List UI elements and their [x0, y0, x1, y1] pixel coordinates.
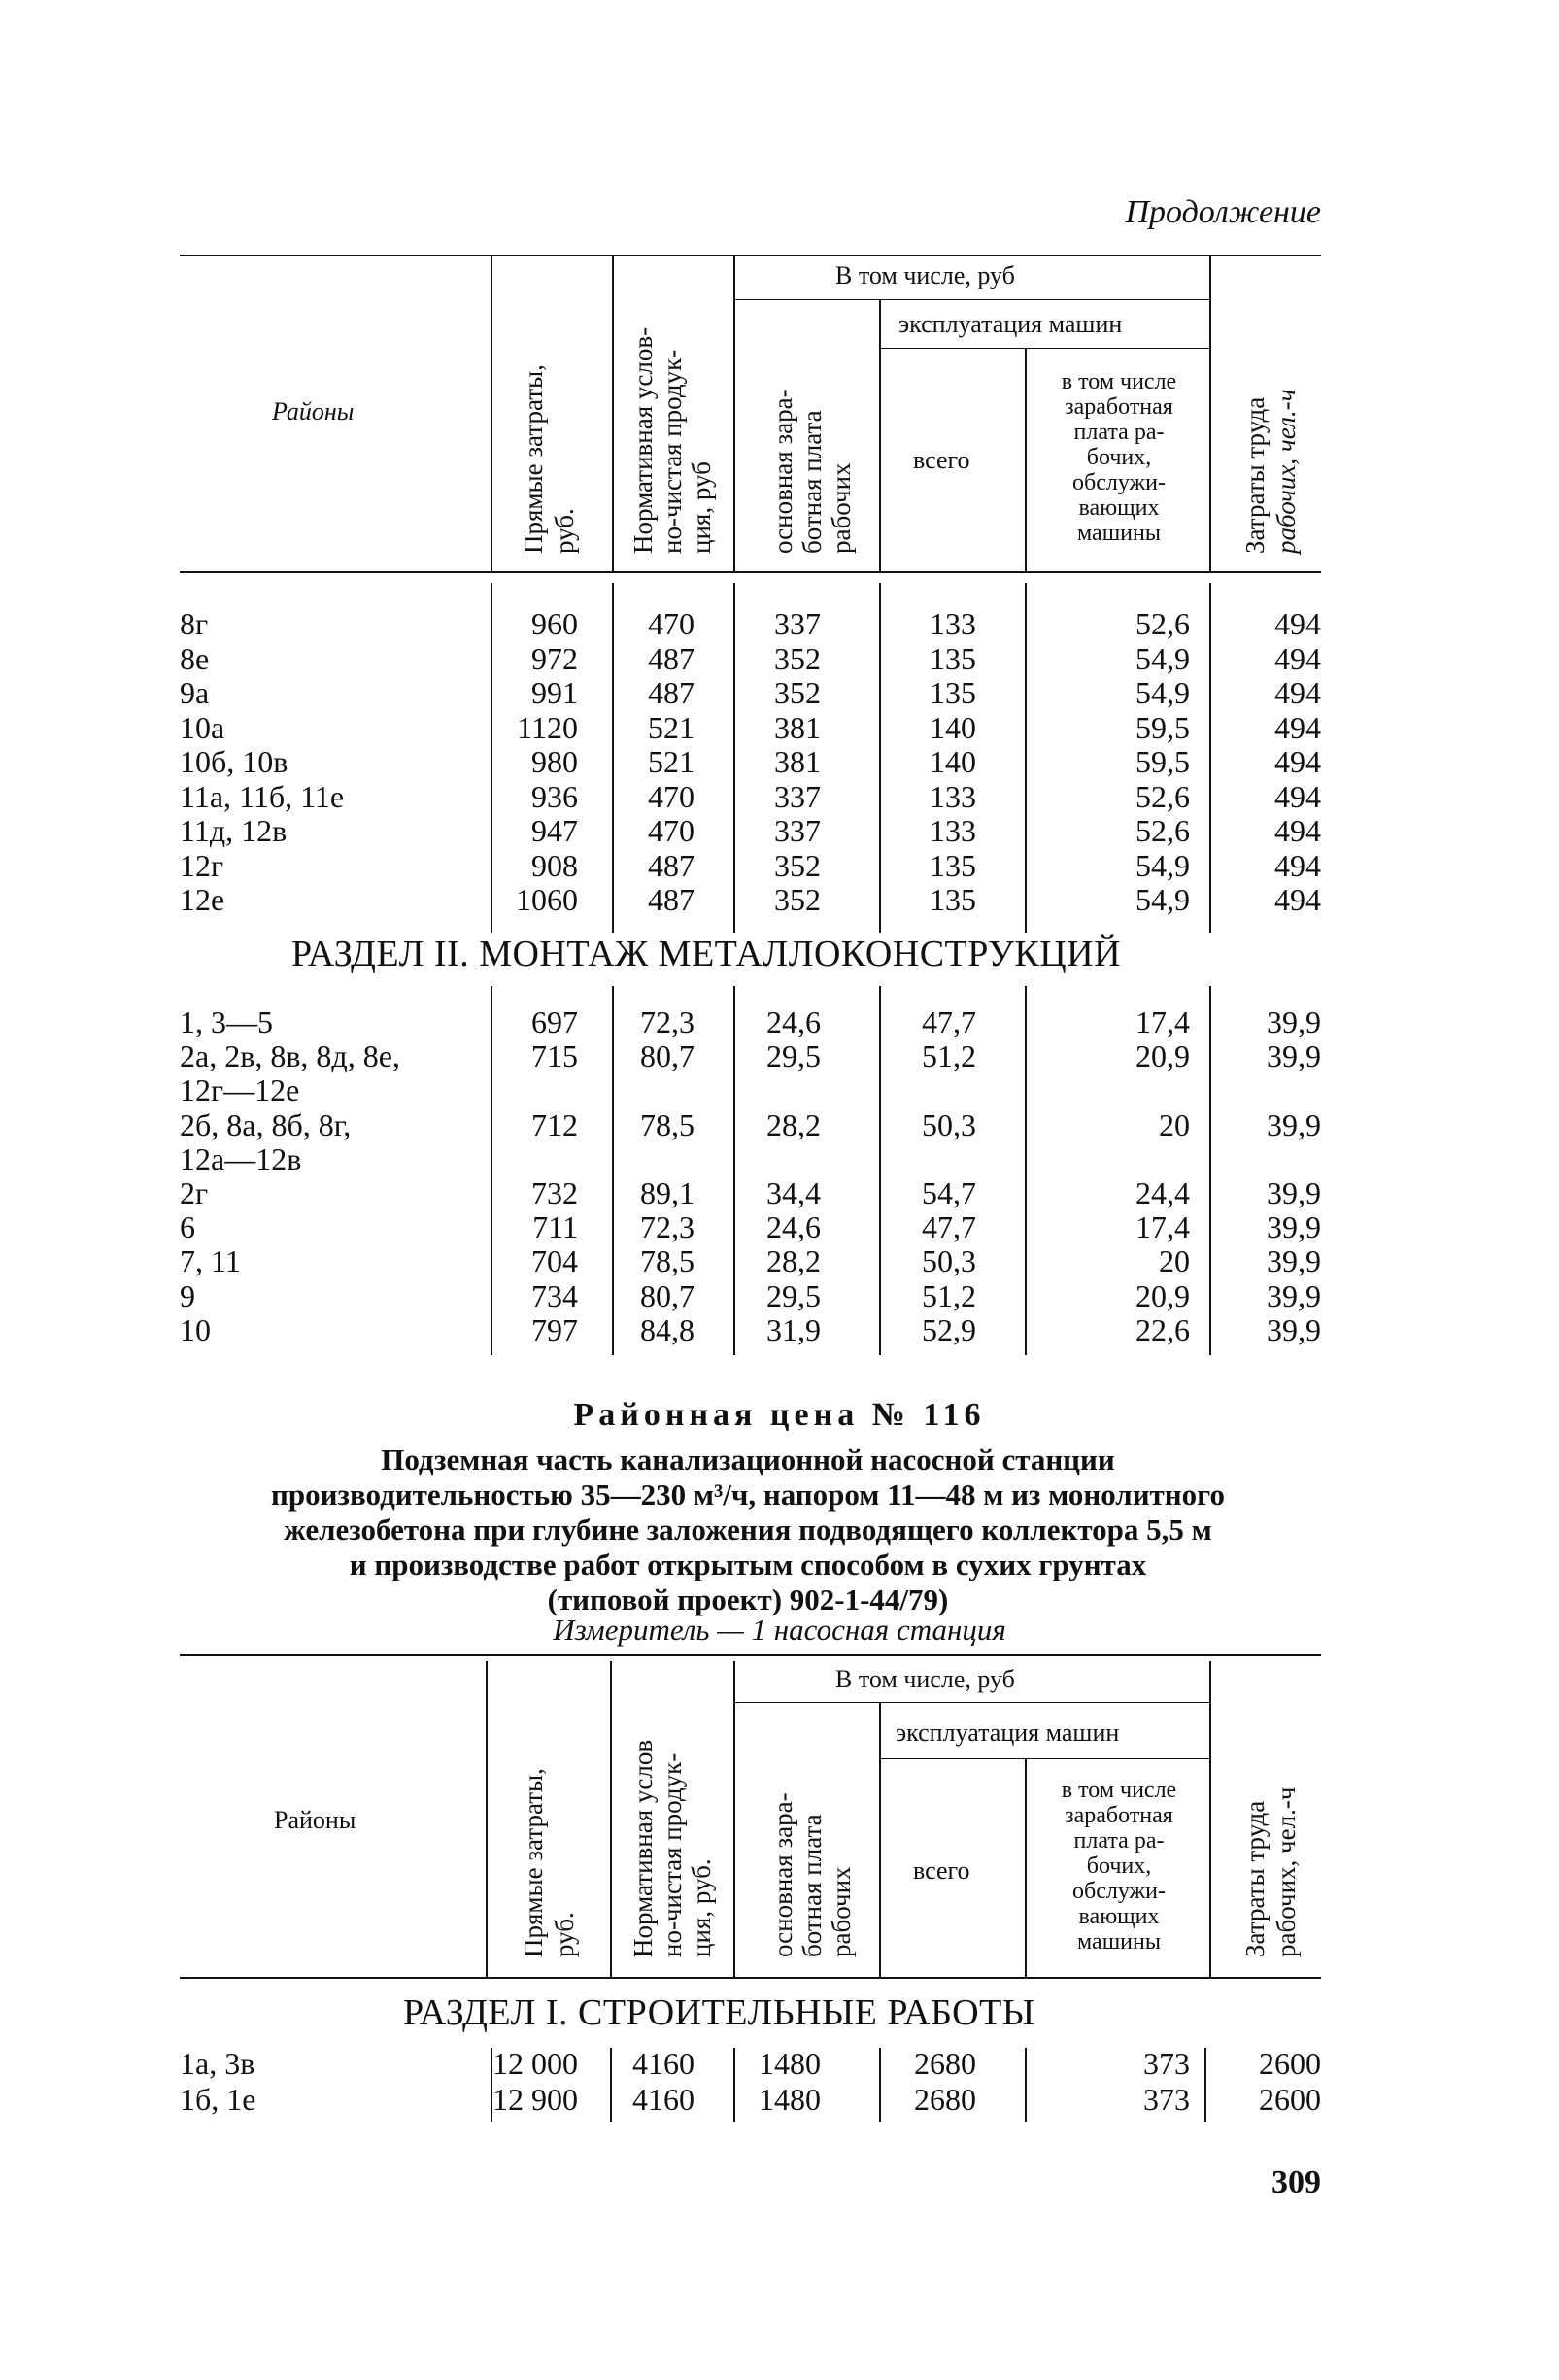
- cell-wage: 24,6: [766, 1209, 821, 1245]
- measure-unit: Измеритель — 1 насосная станция: [553, 1613, 1006, 1647]
- description-line-5: (типовой проект) 902-1-44/79): [547, 1582, 949, 1616]
- cell-norm: 80,7: [640, 1038, 695, 1074]
- header1-divider-3: [733, 255, 735, 571]
- header1-norm-3: ция, руб: [687, 461, 716, 554]
- header2-machines-rule: [879, 1758, 1209, 1759]
- cell-wage: 381: [774, 709, 821, 745]
- header1-bottom-rule: [180, 571, 1321, 573]
- table-row: [180, 675, 1321, 710]
- table-row: [180, 1141, 1321, 1176]
- cell-total: 50,3: [922, 1243, 976, 1279]
- header2-op-wage-line-4: бочих,: [1086, 1853, 1152, 1879]
- header2-op-wage-line-1: в том числе: [1061, 1778, 1177, 1803]
- cell-total: 47,7: [922, 1209, 976, 1245]
- header1-op-wage-line-5: обслужи-: [1072, 470, 1166, 495]
- cell-total: 47,7: [922, 1004, 976, 1039]
- table-row: [180, 1072, 1321, 1107]
- cell-norm: 4160: [632, 2082, 695, 2117]
- header1-total: всего: [913, 446, 970, 474]
- table-row: [180, 1278, 1321, 1313]
- cell-norm: 84,8: [640, 1311, 695, 1347]
- header2-base-wage-1: основная зара-: [768, 1792, 797, 1957]
- header1-divider-1: [491, 255, 492, 571]
- header2-norm-2: но-чистая продук-: [658, 1752, 687, 1957]
- table-row: [180, 1243, 1321, 1278]
- cell-region: 12г: [180, 847, 224, 883]
- cell-direct: 980: [531, 744, 578, 779]
- cell-region: 9а: [180, 675, 210, 710]
- header1-divider-5: [1025, 348, 1027, 571]
- cell-norm: 72,3: [640, 1209, 695, 1245]
- table-row: [180, 813, 1321, 848]
- header1-norm-1: Нормативная услов-: [628, 326, 658, 554]
- cell-region: 10б, 10в: [180, 744, 288, 779]
- cell-labor: 494: [1274, 882, 1321, 917]
- cell-op-wage: 373: [1143, 2082, 1190, 2117]
- cell-norm: 487: [648, 675, 695, 710]
- cell-direct: 732: [531, 1175, 578, 1210]
- header2-divider-4: [879, 1702, 881, 1977]
- cell-wage: 352: [774, 675, 821, 710]
- cell-region: 1б, 1е: [180, 2082, 256, 2117]
- cell-wage: 29,5: [766, 1277, 821, 1313]
- cell-total: 140: [930, 744, 976, 779]
- cell-total: 140: [930, 709, 976, 745]
- cell-direct: 697: [531, 1004, 578, 1039]
- cell-op-wage: 54,9: [1135, 882, 1190, 917]
- header1-norm-2: но-чистая продук-: [658, 349, 687, 554]
- table-row: [180, 1312, 1321, 1347]
- cell-labor: 494: [1274, 640, 1321, 676]
- header1-base-wage-1: основная зара-: [768, 389, 797, 554]
- cell-total: 135: [930, 847, 976, 883]
- header2-op-wage-line-6: вающих: [1078, 1904, 1160, 1929]
- header2-total: всего: [913, 1856, 970, 1885]
- cell-op-wage: 20,9: [1135, 1277, 1190, 1313]
- cell-wage: 28,2: [766, 1106, 821, 1142]
- cell-op-wage: 52,6: [1135, 813, 1190, 848]
- cell-labor: 494: [1274, 675, 1321, 710]
- cell-norm: 72,3: [640, 1004, 695, 1039]
- cell-total: 2680: [914, 2082, 976, 2117]
- header2-direct-costs-1: Прямые затраты,: [519, 1768, 548, 1957]
- cell-direct: 960: [531, 606, 578, 641]
- cell-region: 1а, 3в: [180, 2046, 255, 2081]
- cell-region: 11д, 12в: [180, 813, 288, 848]
- cell-wage: 1480: [759, 2046, 821, 2081]
- cell-norm: 4160: [632, 2046, 695, 2081]
- cell-wage: 352: [774, 847, 821, 883]
- cell-wage: 337: [774, 778, 821, 814]
- price-description: [175, 1443, 1321, 1617]
- cell-op-wage: 54,9: [1135, 847, 1190, 883]
- cell-direct: 797: [531, 1311, 578, 1347]
- cell-op-wage: 59,5: [1135, 709, 1190, 745]
- table-row: [180, 1004, 1321, 1039]
- header2-divider-5: [1025, 1758, 1027, 1977]
- header2-divider-6: [1209, 1661, 1211, 1977]
- cell-region: 11а, 11б, 11е: [180, 778, 345, 814]
- cell-region: 7, 11: [180, 1243, 241, 1279]
- cell-norm: 487: [648, 847, 695, 883]
- cell-op-wage: 20,9: [1135, 1038, 1190, 1074]
- table-row: [180, 2082, 1321, 2117]
- cell-direct: 12 900: [492, 2082, 578, 2117]
- table-row: [180, 1175, 1321, 1210]
- cell-wage: 352: [774, 882, 821, 917]
- header2-divider-2: [610, 1661, 612, 1977]
- cell-norm: 470: [648, 606, 695, 641]
- cell-norm: 89,1: [640, 1175, 695, 1210]
- cell-op-wage: 20: [1159, 1243, 1190, 1279]
- cell-direct: 711: [532, 1209, 578, 1245]
- header2-regions: Районы: [274, 1806, 356, 1834]
- cell-region: 10а: [180, 709, 225, 745]
- header1-incl-rub: В том числе, руб: [835, 261, 1015, 289]
- header2-op-wage-line-5: обслужи-: [1072, 1879, 1166, 1904]
- cell-norm: 487: [648, 882, 695, 917]
- cell-direct: 1120: [517, 709, 578, 745]
- cell-op-wage: 22,6: [1135, 1311, 1190, 1347]
- cell-direct: 936: [531, 778, 578, 814]
- cell-labor: 494: [1274, 606, 1321, 641]
- cell-norm: 470: [648, 813, 695, 848]
- header1-op-wage-line-7: машины: [1077, 521, 1161, 546]
- table-row: [180, 882, 1321, 917]
- cell-region: 6: [180, 1209, 195, 1245]
- header1-incl-rule: [733, 299, 1209, 300]
- section2-title: РАЗДЕЛ II. МОНТАЖ МЕТАЛЛОКОНСТРУКЦИЙ: [291, 934, 1122, 974]
- header1-machine-operation: эксплуатация машин: [898, 310, 1123, 338]
- description-line-4: и производстве работ открытым способом в сухих грунтах: [349, 1547, 1147, 1581]
- header1-divider-2: [612, 255, 614, 571]
- header2-divider-1: [486, 1661, 488, 1977]
- header1-direct-costs-2: руб.: [550, 508, 579, 554]
- cell-norm: 80,7: [640, 1277, 695, 1313]
- section1-title: РАЗДЕЛ I. СТРОИТЕЛЬНЫЕ РАБОТЫ: [403, 1992, 1035, 2033]
- header2-bottom-rule: [180, 1977, 1321, 1979]
- cell-norm: 470: [648, 778, 695, 814]
- cell-region: 10: [180, 1311, 211, 1347]
- cell-direct: 704: [531, 1243, 578, 1279]
- cell-wage: 381: [774, 744, 821, 779]
- header1-base-wage-3: рабочих: [827, 462, 856, 554]
- cell-total: 51,2: [922, 1277, 976, 1313]
- cell-norm: 78,5: [640, 1243, 695, 1279]
- cell-labor: 39,9: [1267, 1277, 1321, 1313]
- header2-norm-1: Нормативная услов: [628, 1739, 658, 1957]
- table-row: [180, 779, 1321, 814]
- header2-labor-2: рабочих, чел.-ч: [1271, 1786, 1301, 1957]
- cell-total: 133: [930, 778, 976, 814]
- cell-norm: 521: [648, 744, 695, 779]
- cell-region: 2г: [180, 1175, 209, 1210]
- header2-op-wage-line-7: машины: [1077, 1929, 1161, 1955]
- price-title: Районная цена № 116: [573, 1397, 986, 1433]
- description-line-1: Подземная часть канализационной насосной станции: [381, 1443, 1115, 1477]
- cell-wage: 34,4: [766, 1175, 821, 1210]
- cell-total: 2680: [914, 2046, 976, 2081]
- cell-labor: 39,9: [1267, 1243, 1321, 1279]
- cell-op-wage: 54,9: [1135, 640, 1190, 676]
- cell-labor: 39,9: [1267, 1038, 1321, 1074]
- header1-divider-6: [1209, 255, 1211, 571]
- header1-labor-2: рабочих, чел.-ч: [1271, 389, 1301, 554]
- header2-incl-rub: В том числе, руб: [835, 1665, 1015, 1693]
- cell-total: 135: [930, 882, 976, 917]
- cell-op-wage: 52,6: [1135, 606, 1190, 641]
- cell-op-wage: 54,9: [1135, 675, 1190, 710]
- cell-labor: 39,9: [1267, 1209, 1321, 1245]
- cell-direct: 712: [531, 1106, 578, 1142]
- cell-op-wage: 24,4: [1135, 1175, 1190, 1210]
- table-row: [180, 848, 1321, 883]
- cell-norm: 521: [648, 709, 695, 745]
- header2-labor-1: Затраты труда: [1240, 1800, 1270, 1957]
- cell-op-wage: 17,4: [1135, 1004, 1190, 1039]
- table-row: [180, 1107, 1321, 1142]
- header1-op-wage-line-3: плата ра-: [1073, 420, 1165, 445]
- header1-labor-1: Затраты труда: [1240, 396, 1270, 554]
- cell-region: 12а—12в: [180, 1140, 302, 1176]
- cell-total: 135: [930, 675, 976, 710]
- cell-direct: 1060: [516, 882, 578, 917]
- header2-divider-3: [733, 1661, 735, 1977]
- cell-total: 50,3: [922, 1106, 976, 1142]
- cell-labor: 39,9: [1267, 1311, 1321, 1347]
- description-line-2: производительностью 35—230 м³/ч, напором 11—48 м из монолитного: [271, 1478, 1225, 1512]
- cell-labor: 494: [1274, 709, 1321, 745]
- header1-op-wage-line-6: вающих: [1078, 495, 1160, 521]
- cell-total: 133: [930, 813, 976, 848]
- cell-region: 2б, 8а, 8б, 8г,: [180, 1106, 352, 1142]
- cell-wage: 352: [774, 640, 821, 676]
- cell-norm: 487: [648, 640, 695, 676]
- header2-machine-operation: эксплуатация машин: [896, 1718, 1120, 1747]
- cell-op-wage: 373: [1143, 2046, 1190, 2081]
- header1-direct-costs-1: Прямые затраты,: [519, 364, 548, 554]
- cell-labor: 494: [1274, 778, 1321, 814]
- cell-region: 12г—12е: [180, 1072, 300, 1108]
- cell-wage: 29,5: [766, 1038, 821, 1074]
- cell-labor: 2600: [1259, 2046, 1321, 2081]
- cell-labor: 494: [1274, 813, 1321, 848]
- cell-total: 51,2: [922, 1038, 976, 1074]
- cell-region: 1, 3—5: [180, 1004, 273, 1039]
- header1-divider-4: [879, 299, 881, 571]
- cell-total: 133: [930, 606, 976, 641]
- table-row: [180, 744, 1321, 779]
- cell-direct: 972: [531, 640, 578, 676]
- header1-op-wage-block: [1032, 369, 1206, 546]
- header1-machines-rule: [879, 348, 1209, 349]
- cell-region: 8г: [180, 606, 209, 641]
- header1-regions: Районы: [272, 397, 355, 425]
- table-row: [180, 710, 1321, 745]
- cell-direct: 947: [531, 813, 578, 848]
- cell-wage: 1480: [759, 2082, 821, 2117]
- header2-direct-costs-2: руб.: [550, 1912, 579, 1957]
- cell-op-wage: 59,5: [1135, 744, 1190, 779]
- header2-norm-3: ция, руб.: [687, 1858, 716, 1957]
- cell-wage: 28,2: [766, 1243, 821, 1279]
- page-number: 309: [1271, 2164, 1321, 2200]
- cell-norm: 78,5: [640, 1106, 695, 1142]
- cell-op-wage: 52,6: [1135, 778, 1190, 814]
- cell-direct: 715: [531, 1038, 578, 1074]
- cell-labor: 494: [1274, 847, 1321, 883]
- header1-op-wage-line-2: заработная: [1065, 394, 1173, 420]
- cell-region: 9: [180, 1277, 195, 1313]
- header2-op-wage-block: [1032, 1778, 1206, 1955]
- cell-total: 135: [930, 640, 976, 676]
- cell-region: 8е: [180, 640, 210, 676]
- header2-top-rule: [180, 1654, 1321, 1656]
- cell-direct: 734: [531, 1277, 578, 1313]
- header1-top-rule: [180, 255, 1321, 256]
- header2-base-wage-2: ботная плата: [797, 1814, 827, 1957]
- cell-wage: 337: [774, 606, 821, 641]
- header1-op-wage-line-4: бочих,: [1086, 445, 1152, 470]
- table-row: [180, 1038, 1321, 1073]
- cell-total: 52,9: [922, 1311, 976, 1347]
- header2-base-wage-3: рабочих: [827, 1866, 856, 1957]
- table-row: [180, 641, 1321, 676]
- cell-labor: 39,9: [1267, 1004, 1321, 1039]
- table-row: [180, 606, 1321, 641]
- cell-region: 2а, 2в, 8в, 8д, 8е,: [180, 1038, 400, 1074]
- cell-labor: 2600: [1259, 2082, 1321, 2117]
- cell-op-wage: 17,4: [1135, 1209, 1190, 1245]
- cell-labor: 494: [1274, 744, 1321, 779]
- header2-incl-rule: [733, 1702, 1209, 1703]
- cell-region: 12е: [180, 882, 225, 917]
- description-line-3: железобетона при глубине заложения подводящего коллектора 5,5 м: [284, 1513, 1212, 1547]
- cell-direct: 908: [531, 847, 578, 883]
- header2-op-wage-line-3: плата ра-: [1073, 1828, 1165, 1853]
- table-row: [180, 2046, 1321, 2081]
- cell-total: 54,7: [922, 1175, 976, 1210]
- cell-wage: 24,6: [766, 1004, 821, 1039]
- cell-direct: 12 000: [492, 2046, 578, 2081]
- table-row: [180, 1209, 1321, 1244]
- header1-base-wage-2: ботная плата: [797, 410, 827, 554]
- header2-op-wage-line-2: заработная: [1065, 1803, 1173, 1828]
- cell-wage: 337: [774, 813, 821, 848]
- cell-labor: 39,9: [1267, 1175, 1321, 1210]
- continuation-label: Продолжение: [1125, 194, 1321, 230]
- cell-direct: 991: [531, 675, 578, 710]
- cell-wage: 31,9: [766, 1311, 821, 1347]
- cell-op-wage: 20: [1159, 1106, 1190, 1142]
- header1-op-wage-line-1: в том числе: [1061, 369, 1177, 394]
- cell-labor: 39,9: [1267, 1106, 1321, 1142]
